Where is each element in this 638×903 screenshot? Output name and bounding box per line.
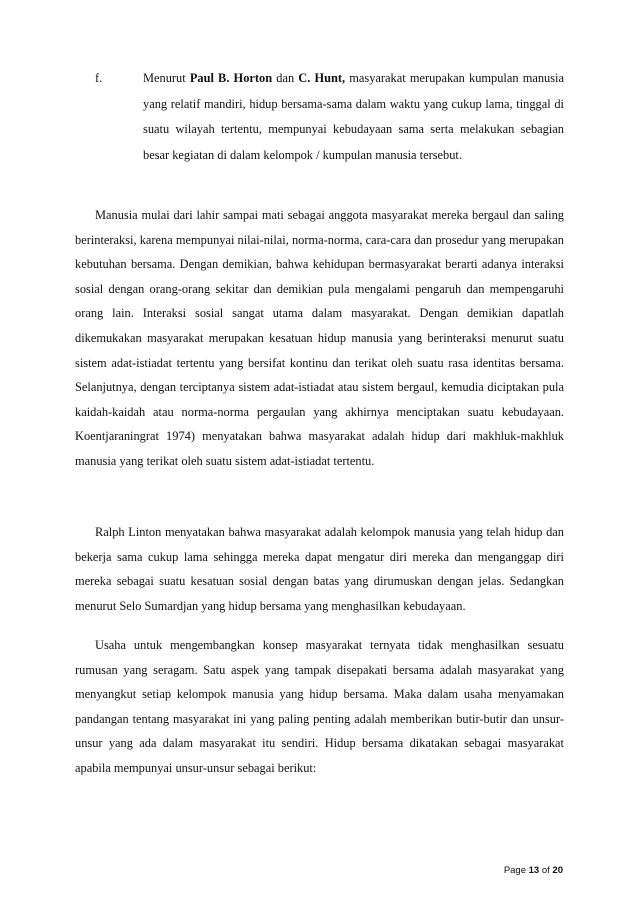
- paragraph-3: Usaha untuk mengembangkan konsep masyarakat ternyata tidak menghasilkan sesuatu rumusan yang seragam. Satu aspek yang tampak disepakati bersama adalah masyarakat yang menyangkut setiap kelompok manusia yang hidup bersama. Maka dalam usaha menyamakan pandangan tentang masyarakat ini yang paling penting adalah memberikan butir-butir dan unsur-unsur yang ada dalam masyarakat itu sendiri. Hidup bersama dikatakan sebagai masyarakat apabila mempunyai unsur-unsur sebagai berikut:: [75, 638, 564, 775]
- item-text-start: Menurut: [143, 71, 190, 85]
- author-horton: Paul B. Horton: [189, 71, 273, 85]
- paragraph-1: Manusia mulai dari lahir sampai mati sebagai anggota masyarakat mereka bergaul dan saling berinteraksi, karena mempunyai nilai-nilai, norma-norma, cara-cara dan prosedur yang merupakan kebutuhan bersama. Dengan demikian, bahwa kehidupan bermasyarakat berarti adanya interaksi sosial dengan orang-orang sekitar dan demikian pula mengalami pengaruh dan mempengaruhi orang lain. Interaksi sosial sangat utama dalam masyarakat. Dengan demikian dapatlah dikemukakan masyarakat merupakan kesatuan hidup manusia yang berinteraksi menurut suatu sistem adat-istiadat tertentu yang bersifat kontinu dan terikat oleh suatu rasa identitas bersama. Selanjutnya, dengan terciptanya sistem adat-istiadat atau sistem bergaul, kemudia diciptakan pula kaidah-kaidah atau norma-norma pergaulan yang akhirnya menciptakan suatu kebudayaan. Koentjaraningrat 1974) menyatakan bahwa masyarakat adalah hidup dari makhluk-makhluk manusia yang terikat oleh suatu sistem adat-istiadat tertentu.: [75, 208, 564, 468]
- footer-page-label: Page: [503, 865, 529, 876]
- paragraph-2: Ralph Linton menyatakan bahwa masyarakat adalah kelompok manusia yang telah hidup dan bekerja sama cukup lama sehingga mereka dapat mengatur diri mereka dan menganggap diri mereka sebagai suatu kesatuan sosial dengan batas yang dirumuskan dengan jelas. Sedangkan menurut Selo Sumardjan yang hidup bersama yang menghasilkan kebudayaan.: [75, 525, 564, 613]
- list-item-f: [75, 66, 564, 168]
- list-item-text: [143, 66, 564, 168]
- footer-current-page: 13: [528, 865, 540, 876]
- footer-total-pages: 20: [552, 865, 563, 876]
- footer-of-label: of: [539, 865, 553, 876]
- page-footer: [504, 865, 563, 876]
- author-hunt: C. Hunt,: [298, 71, 346, 85]
- list-marker: f.: [95, 71, 103, 85]
- item-text-and: dan: [272, 71, 299, 85]
- item-text-rest: masyarakat merupakan kumpulan manusia yang relatif mandiri, hidup bersama-sama dalam waktu yang cukup lama, tinggal di suatu wilayah tertentu, mempunyai kebudayaan sama serta melakukan sebagian besar kegiatan di dalam kelompok / kumpulan manusia tersebut.: [143, 71, 564, 162]
